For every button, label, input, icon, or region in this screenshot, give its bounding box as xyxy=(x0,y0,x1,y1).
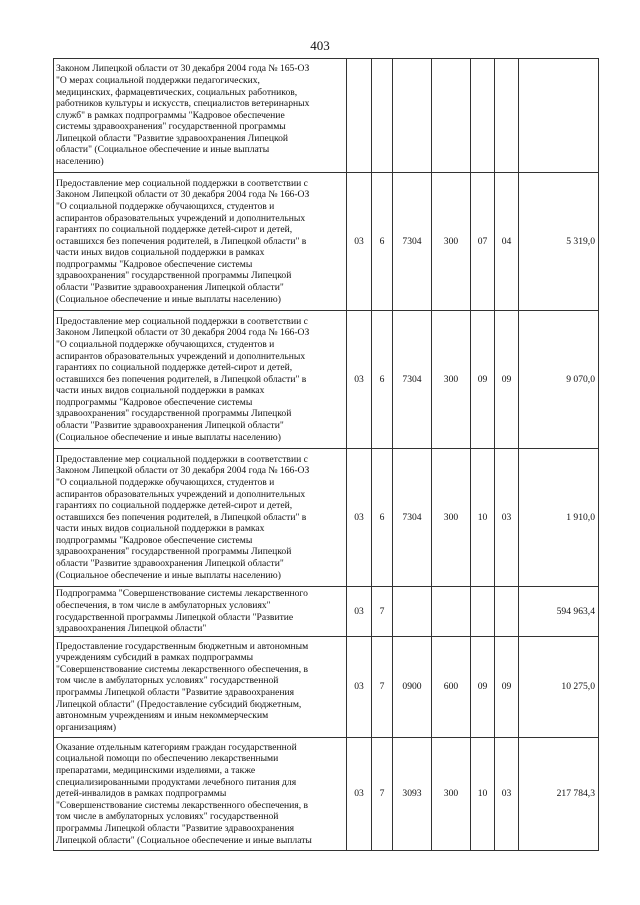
amount-cell: 5 319,0 xyxy=(519,173,599,311)
code-cell: 09 xyxy=(471,637,495,738)
table-row xyxy=(54,59,599,173)
code-cell: 03 xyxy=(347,637,372,738)
code-cell: 6 xyxy=(372,311,393,449)
row-description: Подпрограмма "Совершенствование системы лекарственного обеспечения, в том числе в амбулаторных условиях" государственной программы Липецкой области "Развитие здравоохранения Липецкой области" xyxy=(54,587,347,637)
code-cell xyxy=(393,59,432,173)
code-cell: 6 xyxy=(372,173,393,311)
table-row xyxy=(54,449,599,587)
code-cell: 300 xyxy=(432,738,471,851)
code-cell: 7 xyxy=(372,637,393,738)
code-cell: 7304 xyxy=(393,173,432,311)
code-cell xyxy=(372,59,393,173)
row-description: Предоставление мер социальной поддержки в соответствии с Законом Липецкой области от 30 декабря 2004 года № 166-ОЗ "О социальной поддержке обучающихся, студентов и аспирантов образовательных учреждений и дополнительных гарантиях по социальной поддержке детей-сирот и детей, оставшихся без попечения родителей, в Липецкой области" в части иных видов социальной поддержки в рамках подпрограммы "Кадровое обеспечение системы здравоохранения" государственной программы Липецкой области "Развитие здравоохранения Липецкой области" (Социальное обеспечение и иные выплаты населению) xyxy=(54,311,347,449)
code-cell: 03 xyxy=(495,738,519,851)
code-cell xyxy=(347,59,372,173)
code-cell: 03 xyxy=(347,738,372,851)
code-cell: 0900 xyxy=(393,637,432,738)
page-number: 403 xyxy=(310,38,330,53)
row-description: Оказание отдельным категориям граждан государственной социальной помощи по обеспечению лекарственными препаратами, медицинскими изделиями, а также специализированными продуктами лечебного питания для детей-инвалидов в рамках подпрограммы "Совершенствование системы лекарственного обеспечения, в том числе в амбулаторных условиях" государственной программы Липецкой области "Развитие здравоохранения Липецкой области" (Социальное обеспечение и иные выплаты xyxy=(54,738,347,851)
code-cell xyxy=(495,59,519,173)
code-cell: 300 xyxy=(432,449,471,587)
amount-cell: 217 784,3 xyxy=(519,738,599,851)
code-cell xyxy=(471,59,495,173)
code-cell: 03 xyxy=(347,449,372,587)
code-cell: 03 xyxy=(347,587,372,637)
code-cell: 3093 xyxy=(393,738,432,851)
code-cell: 09 xyxy=(495,311,519,449)
row-description: Законом Липецкой области от 30 декабря 2004 года № 165-ОЗ "О мерах социальной поддержки педагогических, медицинских, фармацевтических, социальных работников, работников культуры и искусств, специалистов ветеринарных служб" в рамках подпрограммы "Кадровое обеспечение системы здравоохранения" государственной программы Липецкой области "Развитие здравоохранения Липецкой области" (Социальное обеспечение и иные выплаты населению) xyxy=(54,59,347,173)
code-cell: 03 xyxy=(347,173,372,311)
code-cell xyxy=(393,587,432,637)
code-cell: 10 xyxy=(471,738,495,851)
amount-cell xyxy=(519,59,599,173)
code-cell: 09 xyxy=(495,637,519,738)
code-cell: 300 xyxy=(432,173,471,311)
code-cell: 03 xyxy=(495,449,519,587)
code-cell: 7 xyxy=(372,587,393,637)
row-description: Предоставление мер социальной поддержки в соответствии с Законом Липецкой области от 30 декабря 2004 года № 166-ОЗ "О социальной поддержке обучающихся, студентов и аспирантов образовательных учреждений и дополнительных гарантиях по социальной поддержке детей-сирот и детей, оставшихся без попечения родителей, в Липецкой области" в части иных видов социальной поддержки в рамках подпрограммы "Кадровое обеспечение системы здравоохранения" государственной программы Липецкой области "Развитие здравоохранения Липецкой области" (Социальное обеспечение и иные выплаты населению) xyxy=(54,449,347,587)
code-cell xyxy=(432,587,471,637)
code-cell: 07 xyxy=(471,173,495,311)
code-cell: 7 xyxy=(372,738,393,851)
amount-cell: 9 070,0 xyxy=(519,311,599,449)
table-row xyxy=(54,173,599,311)
row-description: Предоставление государственным бюджетным и автономным учреждениям субсидий в рамках подпрограммы "Совершенствование системы лекарственного обеспечения, в том числе в амбулаторных условиях" государственной программы Липецкой области "Развитие здравоохранения Липецкой области" (Предоставление субсидий бюджетным, автономным учреждениям и иным некоммерческим организациям) xyxy=(54,637,347,738)
code-cell: 600 xyxy=(432,637,471,738)
amount-cell: 10 275,0 xyxy=(519,637,599,738)
code-cell: 04 xyxy=(495,173,519,311)
code-cell xyxy=(495,587,519,637)
table-row xyxy=(54,738,599,851)
table-row xyxy=(54,311,599,449)
code-cell: 6 xyxy=(372,449,393,587)
table-row xyxy=(54,587,599,637)
code-cell: 7304 xyxy=(393,449,432,587)
row-description: Предоставление мер социальной поддержки в соответствии с Законом Липецкой области от 30 декабря 2004 года № 166-ОЗ "О социальной поддержке обучающихся, студентов и аспирантов образовательных учреждений и дополнительных гарантиях по социальной поддержке детей-сирот и детей, оставшихся без попечения родителей, в Липецкой области" в части иных видов социальной поддержки в рамках подпрограммы "Кадровое обеспечение системы здравоохранения" государственной программы Липецкой области "Развитие здравоохранения Липецкой области" (Социальное обеспечение и иные выплаты населению) xyxy=(54,173,347,311)
amount-cell: 594 963,4 xyxy=(519,587,599,637)
code-cell: 300 xyxy=(432,311,471,449)
amount-cell: 1 910,0 xyxy=(519,449,599,587)
table-row xyxy=(54,637,599,738)
budget-table xyxy=(53,58,599,851)
code-cell: 10 xyxy=(471,449,495,587)
code-cell xyxy=(471,587,495,637)
code-cell: 7304 xyxy=(393,311,432,449)
code-cell xyxy=(432,59,471,173)
code-cell: 03 xyxy=(347,311,372,449)
code-cell: 09 xyxy=(471,311,495,449)
